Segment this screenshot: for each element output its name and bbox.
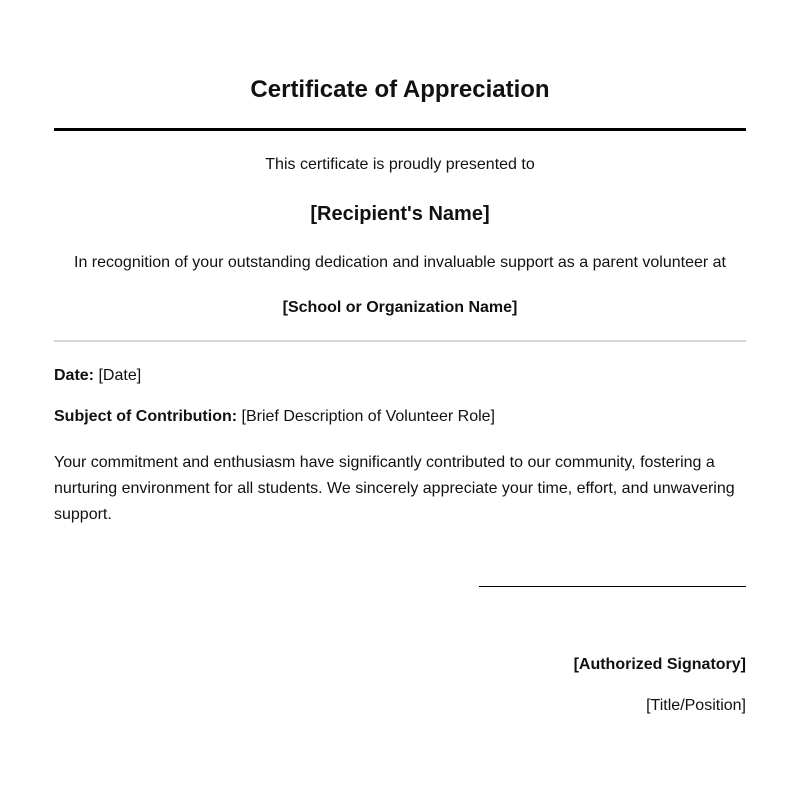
recipient-name: [Recipient's Name] bbox=[310, 203, 490, 225]
certificate-title: Certificate of Appreciation bbox=[250, 76, 550, 103]
subject-value: [Brief Description of Volunteer Role] bbox=[241, 408, 495, 425]
date-label: Date: bbox=[54, 367, 95, 384]
section-divider bbox=[54, 340, 746, 342]
date-value: [Date] bbox=[98, 367, 142, 384]
signatory-name: [Authorized Signatory] bbox=[573, 656, 746, 673]
date-field bbox=[54, 366, 746, 386]
signature-line bbox=[479, 586, 746, 587]
recognition-text: In recognition of your outstanding dedication and invaluable support as a parent volunteer at bbox=[74, 254, 726, 271]
signatory-title: [Title/Position] bbox=[646, 697, 746, 714]
certificate-page bbox=[54, 0, 746, 789]
presented-to-text: This certificate is proudly presented to bbox=[265, 156, 535, 173]
appreciation-message: Your commitment and enthusiasm have significantly contributed to our community, fostering a nurturing environment for all students. We sincerely appreciate your time, effort, and unwavering support. bbox=[54, 454, 735, 523]
subject-field bbox=[54, 407, 746, 427]
subject-label: Subject of Contribution: bbox=[54, 408, 238, 425]
title-divider bbox=[54, 128, 746, 131]
organization-name: [School or Organization Name] bbox=[282, 299, 518, 316]
